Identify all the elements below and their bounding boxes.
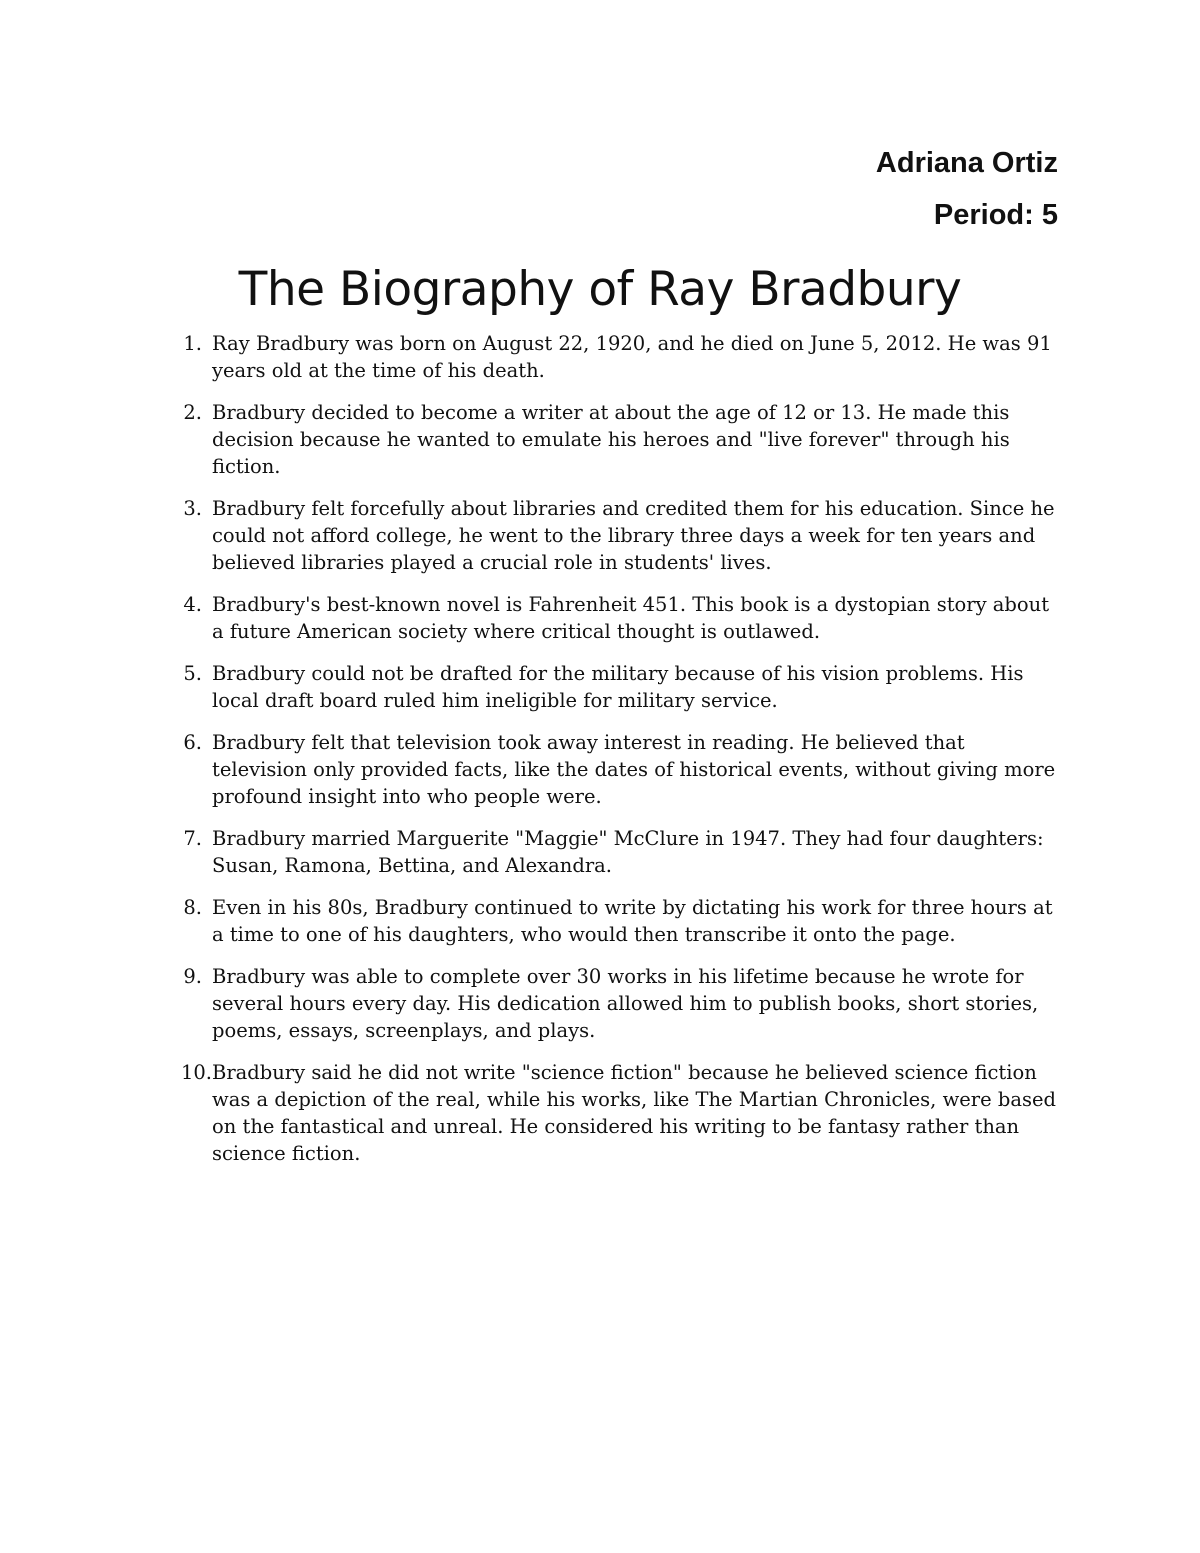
list-item-text: Bradbury could not be drafted for the military because of his vision problems. His local draft board ruled him ineligible for military service. (212, 662, 1024, 712)
list-item-number: 3. (183, 497, 202, 520)
list-item (160, 825, 1060, 879)
list-item-number: 2. (183, 401, 202, 424)
list-item-text: Bradbury felt that television took away interest in reading. He believed that television only provided facts, like the dates of historical events, without giving more profound insight into who people were. (212, 731, 1056, 808)
list-item-text: Bradbury's best-known novel is Fahrenheit 451. This book is a dystopian story about a future American society where critical thought is outlawed. (212, 593, 1050, 643)
document-title: The Biography of Ray Bradbury (238, 262, 962, 317)
class-period: Period: 5 (933, 199, 1058, 231)
student-name: Adriana Ortiz (875, 147, 1058, 179)
list-item-number: 9. (183, 965, 202, 988)
list-item-number: 10. (180, 1061, 212, 1084)
list-item-number: 6. (183, 731, 202, 754)
list-item-text: Even in his 80s, Bradbury continued to write by dictating his work for three hours at a time to one of his daughters, who would then transcribe it onto the page. (212, 896, 1053, 946)
list-item-number: 8. (183, 896, 202, 919)
biography-facts-list (160, 330, 1060, 1182)
list-item-text: Bradbury felt forcefully about libraries and credited them for his education. Since he could not afford college, he went to the library three days a week for ten years and believed libraries played a crucial role in students' lives. (212, 497, 1055, 574)
list-item (160, 894, 1060, 948)
list-item (160, 330, 1060, 384)
list-item-number: 7. (183, 827, 202, 850)
list-item (160, 591, 1060, 645)
list-item (160, 495, 1060, 576)
list-item (160, 1059, 1060, 1167)
list-item (160, 963, 1060, 1044)
list-item-text: Bradbury said he did not write "science fiction" because he believed science fiction was a depiction of the real, while his works, like The Martian Chronicles, were based on the fantastical and unreal. He considered his writing to be fantasy rather than science fiction. (212, 1061, 1056, 1165)
list-item-text: Ray Bradbury was born on August 22, 1920, and he died on June 5, 2012. He was 91 years old at the time of his death. (212, 332, 1052, 382)
list-item-number: 1. (183, 332, 202, 355)
list-item-text: Bradbury decided to become a writer at about the age of 12 or 13. He made this decision because he wanted to emulate his heroes and "live forever" through his fiction. (212, 401, 1010, 478)
list-item (160, 660, 1060, 714)
list-item-text: Bradbury married Marguerite "Maggie" McClure in 1947. They had four daughters: Susan, Ramona, Bettina, and Alexandra. (212, 827, 1044, 877)
list-item (160, 729, 1060, 810)
list-item-number: 4. (183, 593, 202, 616)
list-item-number: 5. (183, 662, 202, 685)
list-item (160, 399, 1060, 480)
list-item-text: Bradbury was able to complete over 30 works in his lifetime because he wrote for several hours every day. His dedication allowed him to publish books, short stories, poems, essays, screenplays, and plays. (212, 965, 1039, 1042)
